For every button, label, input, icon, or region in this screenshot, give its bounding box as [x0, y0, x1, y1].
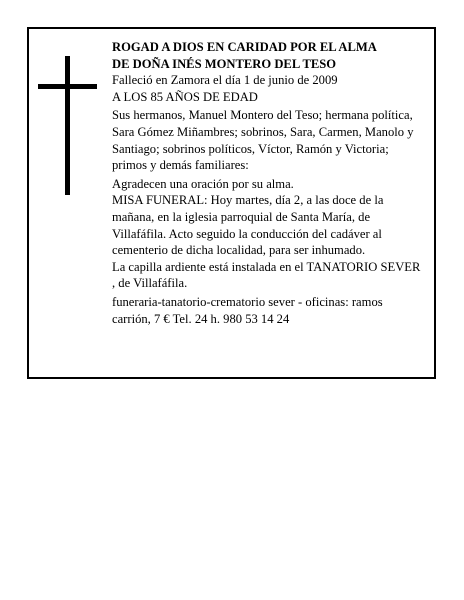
cross-icon — [65, 56, 70, 195]
family-paragraph: Sus hermanos, Manuel Montero del Teso; hermana política, Sara Gómez Miñambres; sobrinos, Sara, Carmen, Manolo y Santiago; sobrinos políticos, Víctor, Ramón y Victoria; primos y demás familiares: — [112, 108, 414, 173]
chapel-paragraph: La capilla ardiente está instalada en el TANATORIO SEVER , de Villafáfila. — [112, 259, 421, 291]
age-line: A LOS 85 AÑOS DE EDAD — [112, 89, 258, 104]
heading-line-1: ROGAD A DIOS EN CARIDAD POR EL ALMA — [112, 40, 377, 54]
obituary-text — [112, 39, 422, 327]
passed-away-line: Falleció en Zamora el día 1 de junio de 2009 — [112, 73, 338, 88]
contact-paragraph: funeraria-tanatorio-crematorio sever - oficinas: ramos carrión, 7 € Tel. 24 h. 980 53 14 24 — [112, 294, 383, 326]
heading-line-2: DE DOÑA INÉS MONTERO DEL TESO — [112, 56, 337, 71]
thanks-line: Agradecen una oración por su alma. — [112, 176, 294, 191]
funeral-mass-paragraph: MISA FUNERAL: Hoy martes, día 2, a las doce de la mañana, en la iglesia parroquial de Santa María, de Villafáfila. Acto seguido la conducción del cadáver al cementerio de dicha localidad, para ser inhumado. — [112, 193, 384, 258]
cross-icon-arm — [38, 84, 97, 89]
